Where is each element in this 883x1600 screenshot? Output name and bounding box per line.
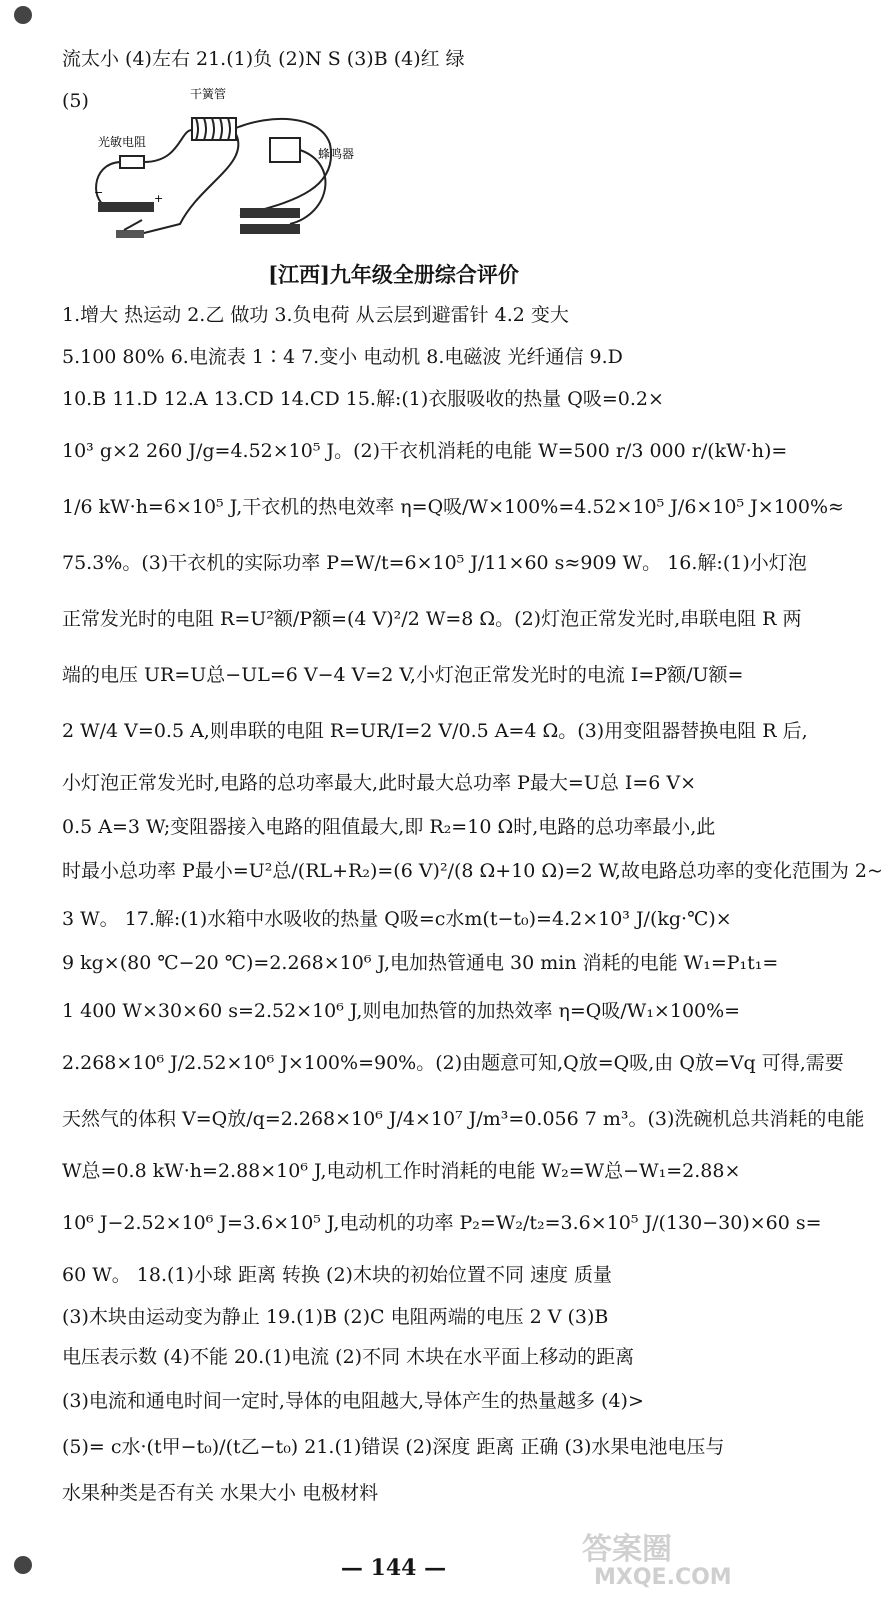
- text-line: 水果种类是否有关 水果大小 电极材料: [62, 1482, 379, 1504]
- svg-text:−: −: [94, 186, 104, 199]
- battery-pack-left: [94, 186, 163, 212]
- battery-pack-right: [240, 208, 300, 234]
- text-line: 10³ g×2 260 J/g=4.52×10⁵ J。(2)干衣机消耗的电能 W=500 r/3 000 r/(kW·h)=: [62, 440, 788, 462]
- binding-hole: [14, 1556, 32, 1574]
- reed-switch-label: 干簧管: [190, 87, 227, 101]
- text-line: 1.增大 热运动 2.乙 做功 3.负电荷 从云层到避雷针 4.2 变大: [62, 304, 569, 326]
- svg-text:+: +: [154, 192, 164, 205]
- text-line: 60 W。 18.(1)小球 距离 转换 (2)木块的初始位置不同 速度 质量: [62, 1264, 613, 1286]
- buzzer-label: 蜂鸣器: [318, 147, 355, 161]
- page-number: — 144 —: [340, 1555, 447, 1581]
- text-line: (5)= c水·(t甲−t₀)/(t乙−t₀) 21.(1)错误 (2)深度 距离 正确 (3)水果电池电压与: [62, 1436, 725, 1458]
- text-line: 端的电压 UR=U总−UL=6 V−4 V=2 V,小灯泡正常发光时的电流 I=P额/U额=: [62, 664, 744, 686]
- text-line: (5): [62, 90, 89, 112]
- section-title: [江西]九年级全册综合评价: [268, 262, 519, 287]
- text-line: (3)木块由运动变为静止 19.(1)B (2)C 电阻两端的电压 2 V (3)B: [62, 1306, 609, 1328]
- switch-icon: [116, 220, 144, 238]
- watermark-logo: 答案圈: [582, 1532, 672, 1567]
- text-line: 0.5 A=3 W;变阻器接入电路的阻值最大,即 R₂=10 Ω时,电路的总功率最小,此: [62, 816, 716, 838]
- circuit-diagram: [80, 84, 380, 254]
- text-line: 75.3%。(3)干衣机的实际功率 P=W/t=6×10⁵ J/11×60 s≈909 W。 16.解:(1)小灯泡: [62, 552, 807, 574]
- text-line: 1/6 kW·h=6×10⁵ J,干衣机的热电效率 η=Q吸/W×100%=4.52×10⁵ J/6×10⁵ J×100%≈: [62, 496, 844, 518]
- text-line: 流太小 (4)左右 21.(1)负 (2)N S (3)B (4)红 绿: [62, 48, 465, 70]
- watermark-url: MXQE.COM: [594, 1565, 732, 1590]
- photoresistor-label: 光敏电阻: [98, 135, 147, 149]
- text-line: 3 W。 17.解:(1)水箱中水吸收的热量 Q吸=c水m(t−t₀)=4.2×10³ J/(kg·℃)×: [62, 908, 732, 930]
- coil-icon: [196, 118, 230, 140]
- binding-hole: [14, 6, 32, 24]
- text-line: 10⁶ J−2.52×10⁶ J=3.6×10⁵ J,电动机的功率 P₂=W₂/t₂=3.6×10⁵ J/(130−30)×60 s=: [62, 1212, 822, 1234]
- text-line: W总=0.8 kW·h=2.88×10⁶ J,电动机工作时消耗的电能 W₂=W总−W₁=2.88×: [62, 1160, 741, 1182]
- text-line: 1 400 W×30×60 s=2.52×10⁶ J,则电加热管的加热效率 η=Q吸/W₁×100%=: [62, 1000, 741, 1022]
- text-line: 时最小总功率 P最小=U²总/(RL+R₂)=(6 V)²/(8 Ω+10 Ω)=2 W,故电路总功率的变化范围为 2~: [62, 860, 883, 882]
- text-line: (3)电流和通电时间一定时,导体的电阻越大,导体产生的热量越多 (4)>: [62, 1390, 644, 1412]
- text-line: 5.100 80% 6.电流表 1∶4 7.变小 电动机 8.电磁波 光纤通信 9.D: [62, 346, 623, 368]
- text-line: 10.B 11.D 12.A 13.CD 14.CD 15.解:(1)衣服吸收的热量 Q吸=0.2×: [62, 388, 664, 410]
- text-line: 正常发光时的电阻 R=U²额/P额=(4 V)²/2 W=8 Ω。(2)灯泡正常发光时,串联电阻 R 两: [62, 608, 802, 630]
- text-line: 电压表示数 (4)不能 20.(1)电流 (2)不同 木块在水平面上移动的距离: [62, 1346, 635, 1368]
- photoresistor: [120, 156, 144, 168]
- text-line: 2 W/4 V=0.5 A,则串联的电阻 R=UR/I=2 V/0.5 A=4 Ω。(3)用变阻器替换电阻 R 后,: [62, 720, 808, 742]
- text-line: 天然气的体积 V=Q放/q=2.268×10⁶ J/4×10⁷ J/m³=0.056 7 m³。(3)洗碗机总共消耗的电能: [62, 1108, 865, 1130]
- text-line: 9 kg×(80 ℃−20 ℃)=2.268×10⁶ J,电加热管通电 30 min 消耗的电能 W₁=P₁t₁=: [62, 952, 779, 974]
- text-line: 小灯泡正常发光时,电路的总功率最大,此时最大总功率 P最大=U总 I=6 V×: [62, 772, 697, 794]
- buzzer: [270, 138, 300, 162]
- text-line: 2.268×10⁶ J/2.52×10⁶ J×100%=90%。(2)由题意可知,Q放=Q吸,由 Q放=Vq 可得,需要: [62, 1052, 844, 1074]
